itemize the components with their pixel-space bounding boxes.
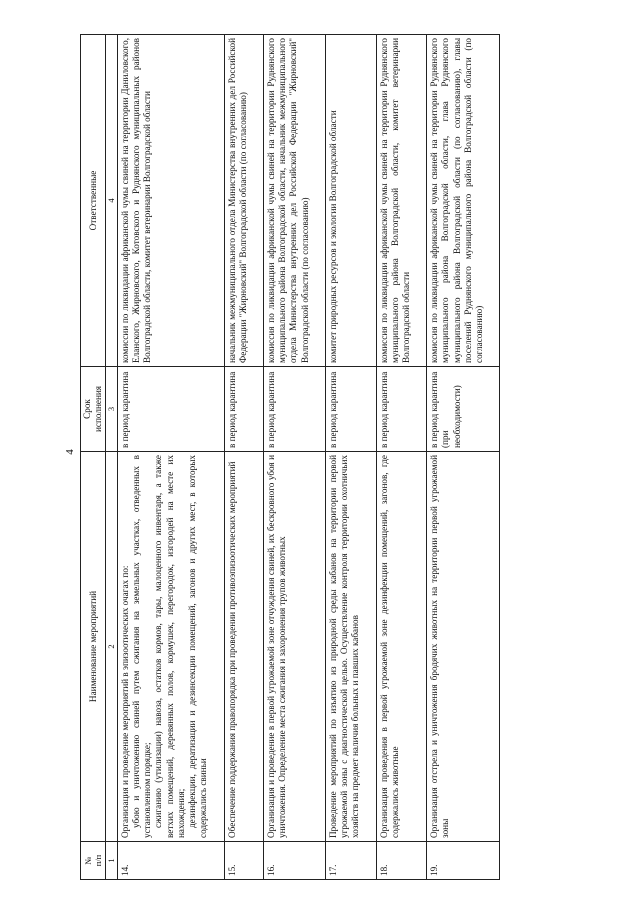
event-text: Организация и проведение мероприятий в эпизоотических очагах по: [119, 565, 130, 838]
event-text: убою и уничтожению свиней путем сжигания на земельных участках, отведенных в установленном порядке; [131, 455, 153, 838]
term-cell: в период карантина [325, 367, 376, 452]
row-number: 17. [325, 842, 376, 880]
event-text: Организация отстрела и уничтожения бродячих животных на территории первой угрожаемой зоны [429, 455, 451, 838]
rotated-page [80, 35, 590, 880]
row-number: 15. [224, 842, 263, 880]
header-row [81, 35, 106, 880]
table-row [325, 35, 376, 880]
event-cell [263, 452, 325, 842]
column-number-row [106, 35, 117, 880]
term-cell: в период карантина [224, 367, 263, 452]
row-number: 16. [263, 842, 325, 880]
event-text: Организация и проведение в первой угрожаемой зоне отчуждения свиней, их бескровного убоя и уничтожения. Определение места сжигания и захоронения трупов животных [265, 455, 288, 838]
column-number: 3 [106, 367, 117, 452]
responsible-cell: комитет природных ресурсов и экологии Волгоградской области [325, 35, 376, 367]
term-cell: в период карантина [117, 367, 224, 452]
column-number: 4 [106, 35, 117, 367]
column-number: 1 [106, 842, 117, 880]
event-text: дезинфекции, дератизации и дезинсекции помещений, загонов и других мест, в которых содержались свиньи [187, 455, 209, 838]
row-number: 19. [427, 842, 500, 880]
event-cell [325, 452, 376, 842]
header-term: Срок исполнения [81, 367, 106, 452]
event-cell [117, 452, 224, 842]
responsible-cell: начальник межмуниципального отдела Министерства внутренних дел Российской Федерации "Жирновский" Волгоградской области (по согласованию) [224, 35, 263, 367]
table-row [117, 35, 224, 880]
header-responsible: Ответственные [81, 35, 106, 367]
term-cell: в период карантина (при необходимости) [427, 367, 500, 452]
event-cell [427, 452, 500, 842]
page-number: 4 [64, 449, 76, 455]
responsible-cell: комиссия по ликвидации африканской чумы свиней на территории Руднянского муниципального района Волгоградской области, начальник межмуниципального отдела Министерства внутренних дел Российской Федерации "Жирновский" Волгоградской области (по согласованию) [263, 35, 325, 367]
event-cell [224, 452, 263, 842]
row-number: 14. [117, 842, 224, 880]
column-number: 2 [106, 452, 117, 842]
table-row [427, 35, 500, 880]
event-text: Обеспечение поддержания правопорядка при проведении противоэпизоотических мероприятий [226, 461, 237, 838]
header-no: № п/п [81, 842, 106, 880]
table-row [376, 35, 427, 880]
table-row [263, 35, 325, 880]
event-text: Организация проведения в первой угрожаемой зоне дезинфекции помещений, загонов, где содержались животные [378, 455, 400, 838]
table-row [224, 35, 263, 880]
term-cell: в период карантина [263, 367, 325, 452]
responsible-cell: комиссия по ликвидации африканской чумы свиней на территории Руднянского муниципального района Волгоградской области, комитет ветеринарии Волгоградской области [376, 35, 427, 367]
responsible-cell: комиссии по ликвидации африканской чумы свиней на территории Даниловского, Еланского, Жирновского, Котовского и Руднянского муниципальных районов Волгоградской области, комитет ветеринарии Волгоградской области [117, 35, 224, 367]
event-text: сжиганию (утилизации) навоза, остатков кормов, тары, малоценного инвентаря, а также ветхих помещений, деревянных полов, кормушек, перегородок, изгородей на месте их нахождения; [153, 455, 186, 838]
event-text: Проведение мероприятий по изъятию из природной среды кабанов на территории первой угрожаемой зоны с диагностической целью. Осуществление контроля территории охотничьих хозяйств на предмет наличия больных и павших кабанов [327, 455, 361, 838]
row-number: 18. [376, 842, 427, 880]
measures-table [80, 34, 500, 880]
term-cell: в период карантина [376, 367, 427, 452]
event-cell [376, 452, 427, 842]
responsible-cell: комиссия по ликвидации африканской чумы свиней на территории Руднянского муниципального района Волгоградской области, глава Руднянского муниципального района Волгоградской области (по согласованию), главы поселений Руднянского муниципального района Волгоградской области (по согласованию) [427, 35, 500, 367]
header-event: Наименование мероприятий [81, 452, 106, 842]
